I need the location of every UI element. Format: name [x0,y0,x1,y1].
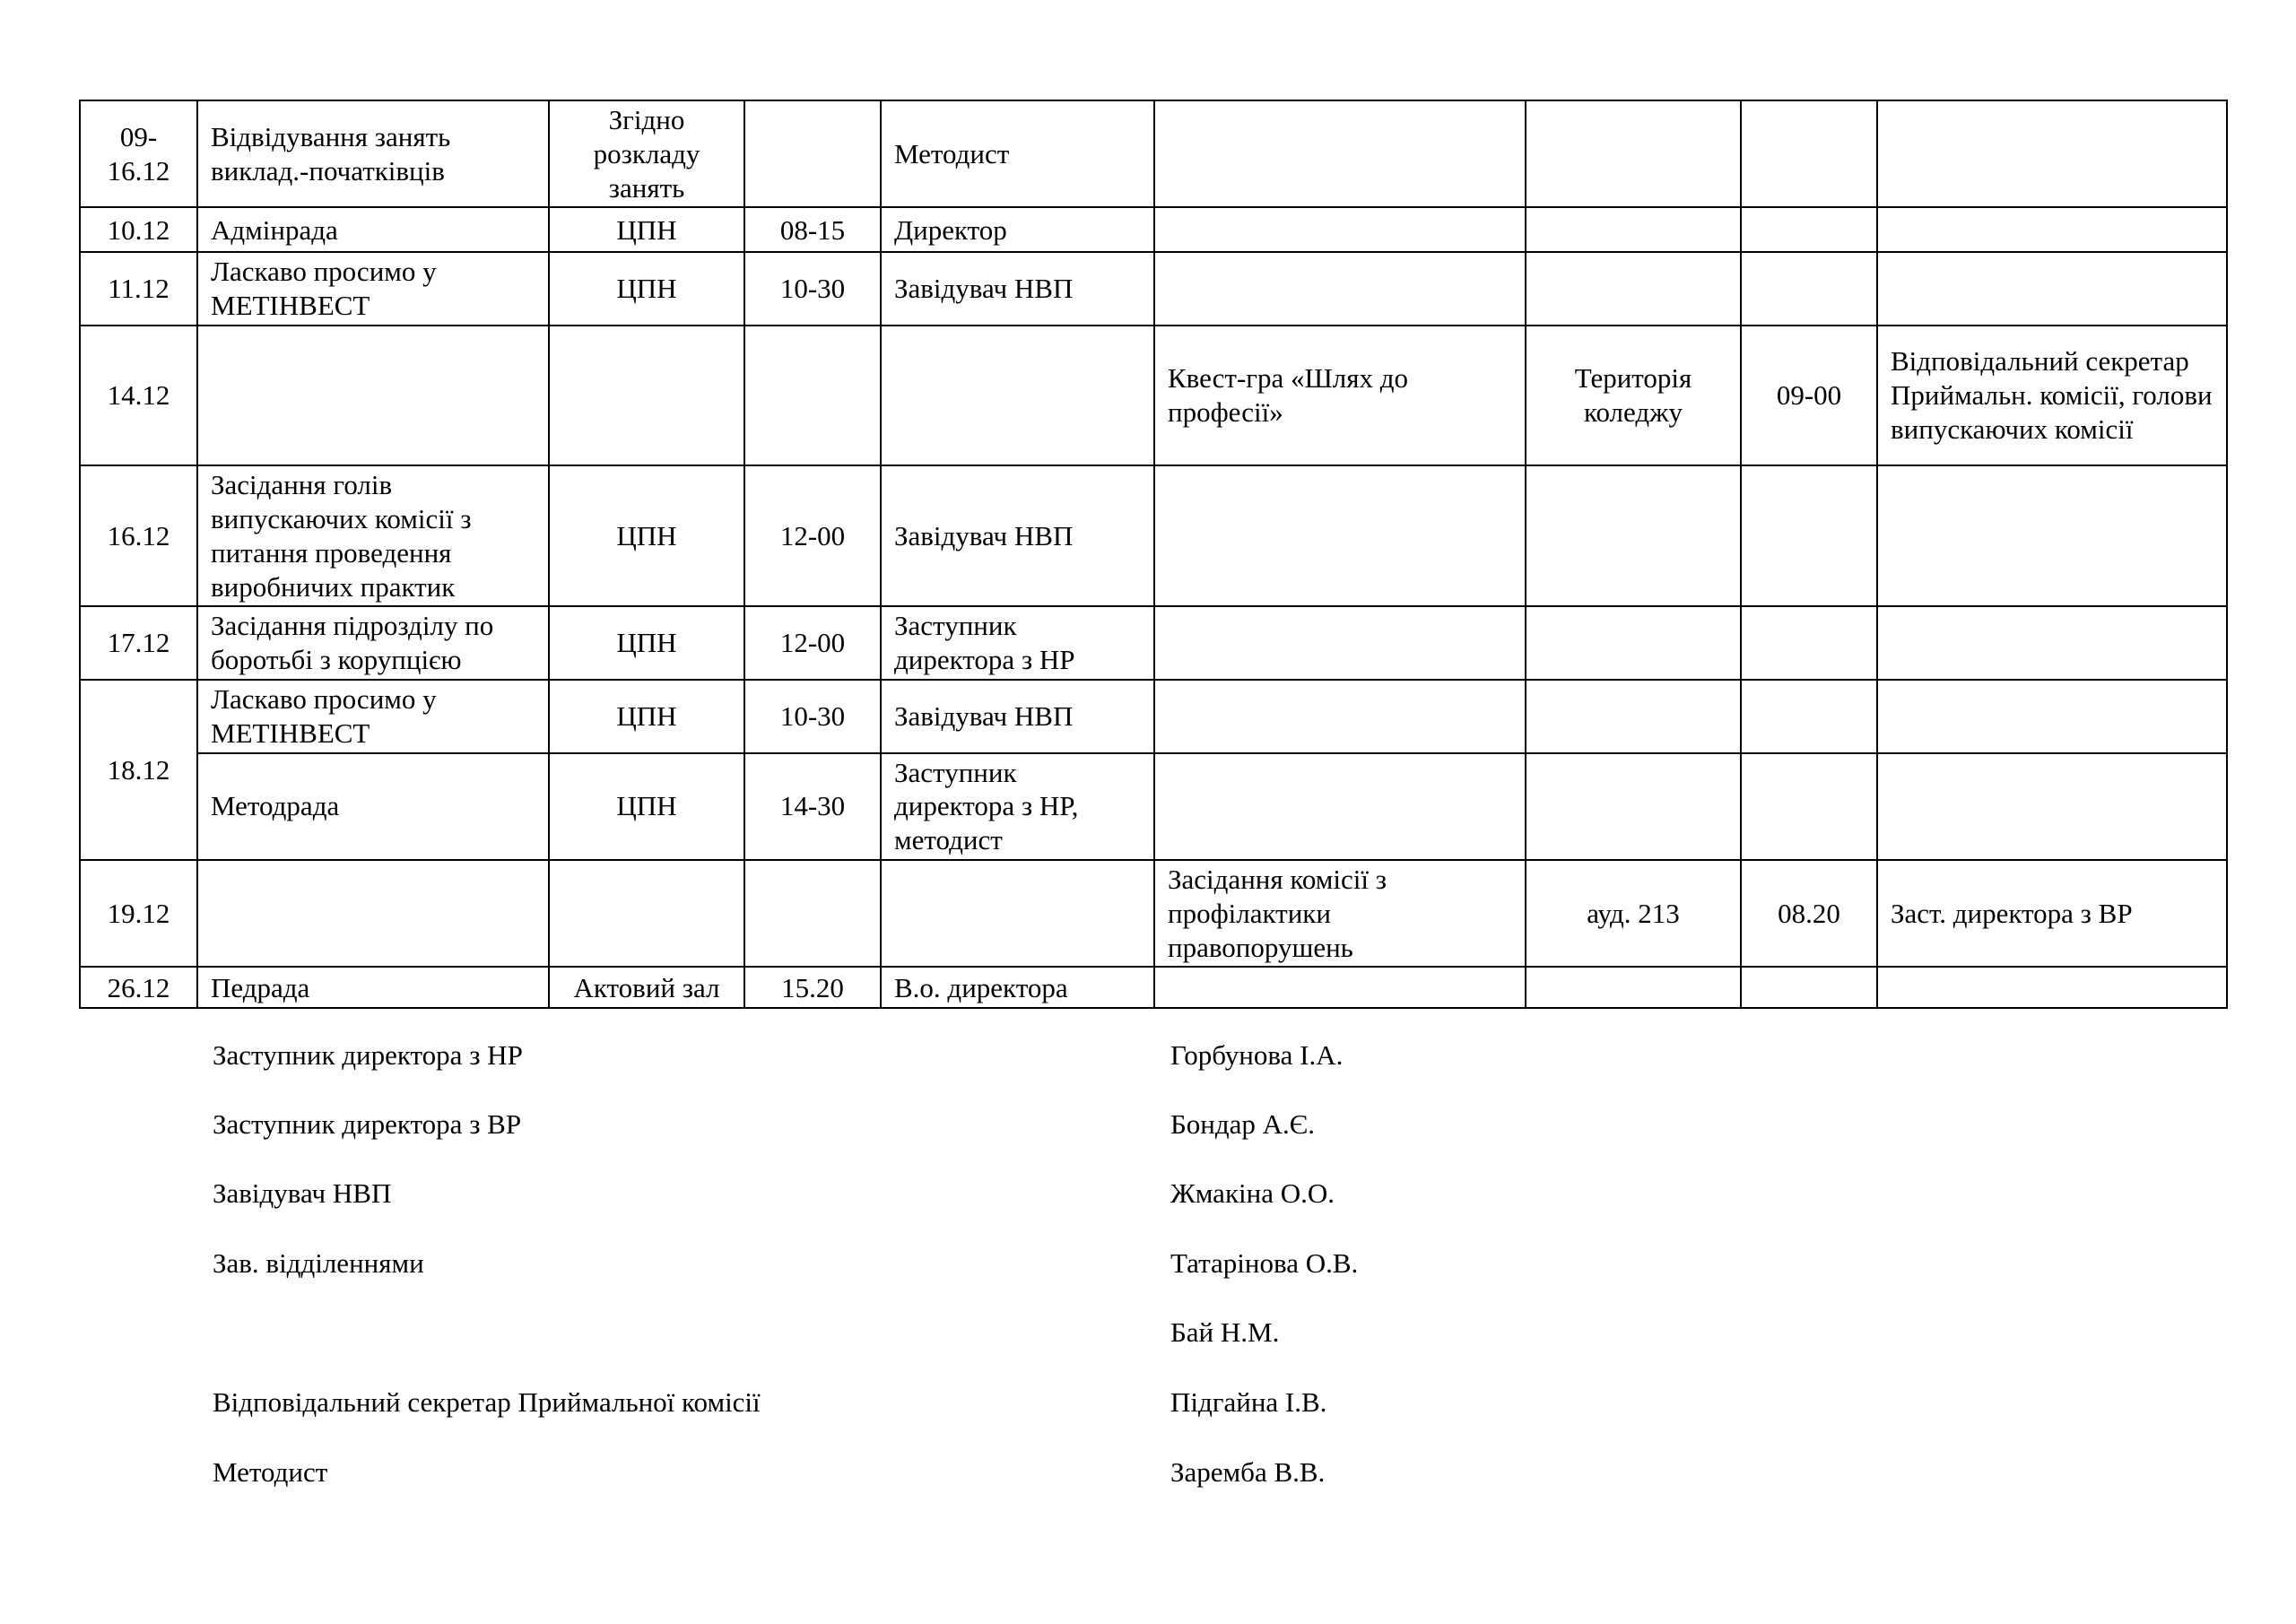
signature-title: Завідувач НВП [213,1177,392,1209]
cell-place: ЦПН [549,207,744,252]
cell-responsible [881,860,1154,967]
cell-place-2 [1526,753,1741,860]
cell-date: 17.12 [80,606,197,680]
cell-responsible: Завідувач НВП [881,465,1154,606]
cell-time: 12-00 [744,606,881,680]
cell-place-2 [1526,465,1741,606]
cell-time: 08-15 [744,207,881,252]
cell-responsible [881,326,1154,465]
events-table [79,100,2228,1009]
cell-date: 10.12 [80,207,197,252]
cell-event: Засідання голів випускаючих комісії з питання проведення виробничих практик [197,465,549,606]
cell-event: Педрада [197,967,549,1008]
cell-time-2: 09-00 [1741,326,1877,465]
cell-time: 10-30 [744,252,881,326]
cell-time-2 [1741,753,1877,860]
cell-responsible-2 [1877,967,2227,1008]
cell-place-2: ауд. 213 [1526,860,1741,967]
cell-responsible: Заступник директора з НР [881,606,1154,680]
cell-place-2 [1526,680,1741,753]
cell-place-2: Територія коледжу [1526,326,1741,465]
cell-event-2 [1154,252,1526,326]
cell-time-2: 08.20 [1741,860,1877,967]
cell-place: Актовий зал [549,967,744,1008]
cell-time [744,326,881,465]
cell-place [549,326,744,465]
cell-place: Згідно розкладу занять [549,100,744,207]
cell-date: 19.12 [80,860,197,967]
cell-event-2 [1154,753,1526,860]
cell-place-2 [1526,606,1741,680]
cell-time-2 [1741,100,1877,207]
signature-title: Заступник директора з ВР [213,1108,522,1140]
signature-name: Підгайна І.В. [1170,1386,1327,1418]
cell-date: 11.12 [80,252,197,326]
signature-name: Бондар А.Є. [1170,1108,1316,1140]
cell-responsible-2 [1877,753,2227,860]
signature-title: Методист [213,1456,328,1488]
table-row [80,207,2227,252]
cell-responsible-2 [1877,680,2227,753]
table-row [80,860,2227,967]
cell-event: Засідання підрозділу по боротьбі з корупцією [197,606,549,680]
cell-responsible: Завідувач НВП [881,680,1154,753]
cell-time-2 [1741,680,1877,753]
cell-place-2 [1526,207,1741,252]
signature-name: Жмакіна О.О. [1170,1177,1335,1209]
cell-responsible-2: Заст. директора з ВР [1877,860,2227,967]
cell-event-2 [1154,680,1526,753]
signature-title: Заступник директора з НР [213,1039,523,1071]
cell-place: ЦПН [549,753,744,860]
cell-event-2 [1154,207,1526,252]
cell-event-2: Квест-гра «Шлях до професії» [1154,326,1526,465]
cell-responsible: Завідувач НВП [881,252,1154,326]
cell-event-2 [1154,100,1526,207]
cell-responsible: В.о. директора [881,967,1154,1008]
table-row [80,606,2227,680]
cell-time-2 [1741,207,1877,252]
cell-date: 14.12 [80,326,197,465]
cell-event-2 [1154,967,1526,1008]
signature-name: Заремба В.В. [1170,1456,1326,1488]
cell-event [197,326,549,465]
cell-time-2 [1741,465,1877,606]
cell-event-2 [1154,465,1526,606]
signature-name: Горбунова І.А. [1170,1039,1344,1071]
signature-name: Бай Н.М. [1170,1316,1280,1348]
signature-title: Зав. відділеннями [213,1247,424,1279]
signature-name: Татарінова О.В. [1170,1247,1359,1279]
cell-time-2 [1741,606,1877,680]
cell-place-2 [1526,100,1741,207]
table-row [80,967,2227,1008]
cell-event: Ласкаво просимо у МЕТІНВЕСТ [197,252,549,326]
cell-place: ЦПН [549,252,744,326]
cell-event: Адмінрада [197,207,549,252]
cell-date: 18.12 [80,680,197,860]
cell-place: ЦПН [549,465,744,606]
table-row [80,753,2227,860]
cell-event-2: Засідання комісії з профілактики правопорушень [1154,860,1526,967]
cell-place-2 [1526,252,1741,326]
cell-event-2 [1154,606,1526,680]
cell-time [744,860,881,967]
cell-responsible-2 [1877,100,2227,207]
cell-event: Методрада [197,753,549,860]
cell-time: 15.20 [744,967,881,1008]
cell-responsible-2 [1877,606,2227,680]
cell-event [197,860,549,967]
cell-time: 10-30 [744,680,881,753]
cell-time-2 [1741,252,1877,326]
signature-title: Відповідальний секретар Приймальної комісії [213,1386,761,1418]
cell-place: ЦПН [549,680,744,753]
cell-responsible: Методист [881,100,1154,207]
table-row [80,465,2227,606]
cell-date: 16.12 [80,465,197,606]
cell-place-2 [1526,967,1741,1008]
cell-responsible: Заступник директора з НР, методист [881,753,1154,860]
cell-time: 14-30 [744,753,881,860]
cell-time [744,100,881,207]
cell-responsible-2 [1877,465,2227,606]
cell-responsible-2: Відповідальний секретар Приймальн. комісії, голови випускаючих комісії [1877,326,2227,465]
table-row [80,680,2227,753]
table-row [80,326,2227,465]
table-row [80,100,2227,207]
cell-time: 12-00 [744,465,881,606]
cell-place: ЦПН [549,606,744,680]
table-row [80,252,2227,326]
cell-place [549,860,744,967]
cell-event: Ласкаво просимо у МЕТІНВЕСТ [197,680,549,753]
cell-event: Відвідування занять виклад.-початківців [197,100,549,207]
cell-responsible-2 [1877,207,2227,252]
cell-responsible-2 [1877,252,2227,326]
cell-responsible: Директор [881,207,1154,252]
cell-date: 09-16.12 [80,100,197,207]
cell-date: 26.12 [80,967,197,1008]
cell-time-2 [1741,967,1877,1008]
